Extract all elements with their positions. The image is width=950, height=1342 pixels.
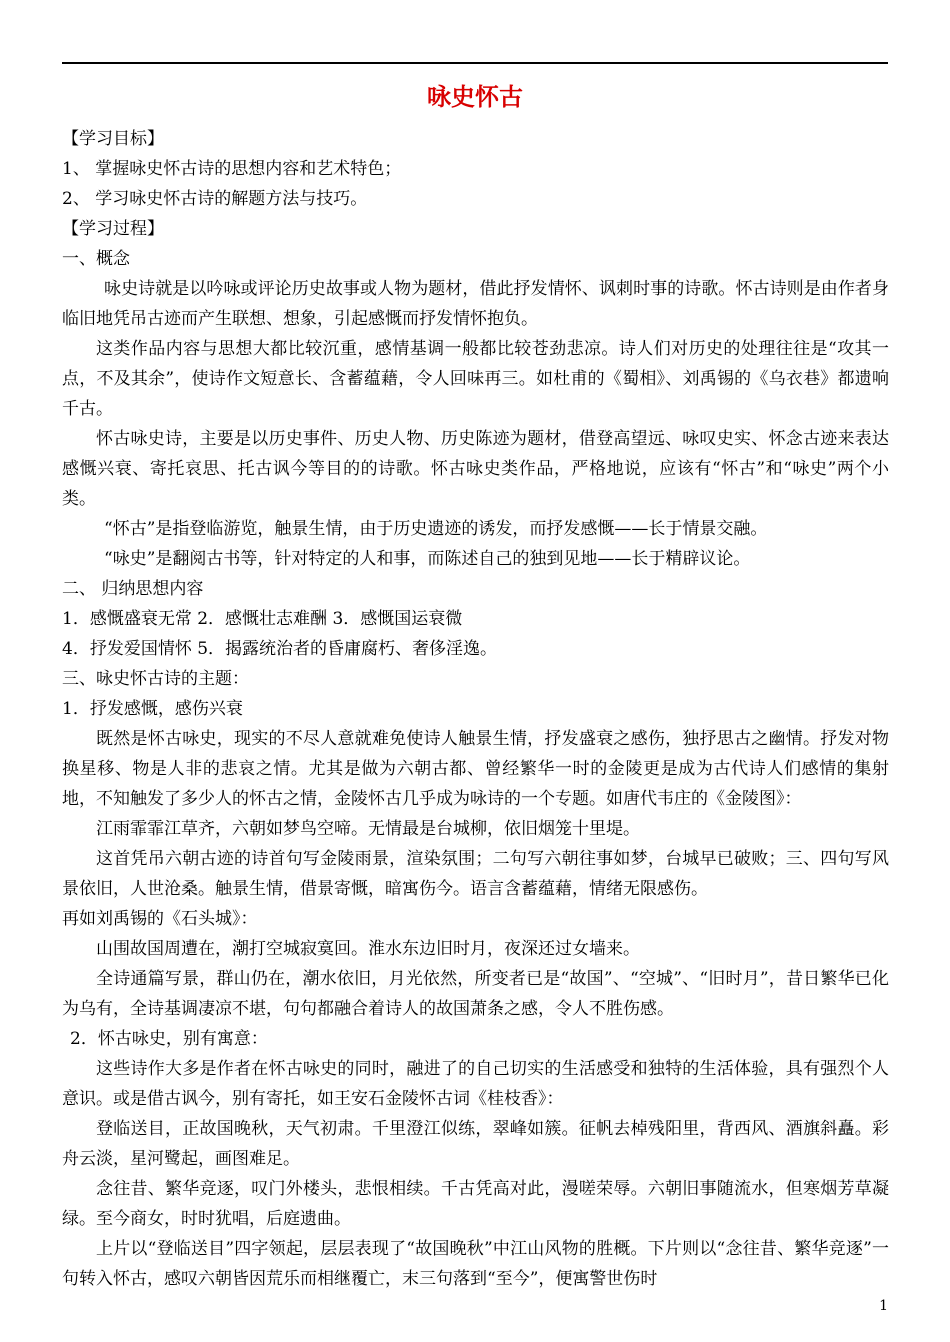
paragraph: “怀古”是指登临游览，触景生情，由于历史遗迹的诱发，而抒发感慨——长于情景交融。 [104, 519, 768, 539]
header-rule [62, 62, 888, 64]
paragraph: 4．抒发爱国情怀 5．揭露统治者的昏庸腐朽、奢侈淫逸。 [62, 639, 498, 659]
paragraph: “咏史”是翻阅古书等，针对特定的人和事，而陈述自己的独到见地——长于精辟议论。 [104, 549, 751, 569]
paragraph: 2．怀古咏史，别有寓意： [70, 1029, 268, 1049]
paragraph: 二、 归纳思想内容 [62, 579, 204, 599]
paragraph: 【学习过程】 [62, 219, 164, 239]
paragraph: 这类作品内容与思想大都比较沉重，感情基调一般都比较苍劲悲凉。诗人们对历史的处理往往是“攻其一点，不及其余”，使诗作文短意长、含蓄蕴藉，令人回味再三。如杜甫的《蜀相》、刘禹锡的《乌衣巷》都遗响千古。 [62, 339, 889, 419]
document-body [62, 124, 889, 1294]
paragraph: 咏史诗就是以吟咏或评论历史故事或人物为题材，借此抒发情怀、讽刺时事的诗歌。怀古诗则是由作者身临旧地凭吊古迹而产生联想、想象，引起感慨而抒发情怀抱负。 [62, 279, 889, 329]
paragraph: 这些诗作大多是作者在怀古咏史的同时，融进了的自己切实的生活感受和独特的生活体验，具有强烈个人意识。或是借古讽今，别有寄托，如王安石金陵怀古词《桂枝香》： [62, 1059, 889, 1109]
paragraph: 1、 掌握咏史怀古诗的思想内容和艺术特色； [62, 159, 402, 179]
paragraph: 登临送目，正故国晚秋，天气初肃。千里澄江似练，翠峰如簇。征帆去棹残阳里，背西风、酒旗斜矗。彩舟云淡，星河鹭起，画图难足。 [62, 1119, 889, 1169]
paragraph: 再如刘禹锡的《石头城》： [62, 909, 258, 929]
paragraph: 1．感慨盛衰无常 2．感慨壮志难酬 3．感慨国运衰微 [62, 609, 463, 629]
paragraph: 江雨霏霏江草齐，六朝如梦鸟空啼。无情最是台城柳，依旧烟笼十里堤。 [96, 819, 640, 839]
page-title: 咏史怀古 [427, 83, 523, 111]
paragraph: 念往昔、繁华竞逐，叹门外楼头，悲恨相续。千古凭高对此，漫嗟荣辱。六朝旧事随流水，但寒烟芳草凝绿。至今商女，时时犹唱，后庭遗曲。 [62, 1179, 889, 1229]
paragraph: 怀古咏史诗，主要是以历史事件、历史人物、历史陈迹为题材，借登高望远、咏叹史实、怀念古迹来表达感慨兴衰、寄托哀思、托古讽今等目的的诗歌。怀古咏史类作品，严格地说，应该有“怀古”和“咏史”两个小类。 [62, 429, 889, 509]
paragraph: 山围故国周遭在，潮打空城寂寞回。淮水东边旧时月，夜深还过女墙来。 [96, 939, 640, 959]
paragraph: 【学习目标】 [62, 129, 164, 149]
paragraph: 上片以“登临送目”四字领起，层层表现了“故国晚秋”中江山风物的胜概。下片则以“念往昔、繁华竞逐”一句转入怀古，感叹六朝皆因荒乐而相继覆亡，末三句落到“至今”，便寓警世伤时 [62, 1239, 889, 1289]
paragraph: 这首凭吊六朝古迹的诗首句写金陵雨景，渲染氛围；二句写六朝往事如梦，台城早已破败；三、四句写风景依旧，人世沧桑。触景生情，借景寄慨，暗寓伤今。语言含蓄蕴藉，情绪无限感伤。 [62, 849, 889, 899]
paragraph: 一、概念 [62, 249, 130, 269]
paragraph: 既然是怀古咏史，现实的不尽人意就难免使诗人触景生情，抒发盛衰之感伤，独抒思古之幽情。抒发对物换星移、物是人非的悲哀之情。尤其是做为六朝古都、曾经繁华一时的金陵更是成为古代诗人们感情的集射地，不知触发了多少人的怀古之情，金陵怀古几乎成为咏诗的一个专题。如唐代韦庄的《金陵图》： [62, 729, 889, 809]
paragraph: 2、 学习咏史怀古诗的解题方法与技巧。 [62, 189, 368, 209]
paragraph: 三、咏史怀古诗的主题： [62, 669, 249, 689]
page-number: 1 [879, 1298, 888, 1314]
paragraph: 1．抒发感慨，感伤兴衰 [62, 699, 243, 719]
paragraph: 全诗通篇写景，群山仍在，潮水依旧，月光依然，所变者已是“故国”、“空城”、“旧时月”，昔日繁华已化为乌有，全诗基调凄凉不堪，句句都融合着诗人的故国萧条之感，令人不胜伤感。 [62, 969, 889, 1019]
